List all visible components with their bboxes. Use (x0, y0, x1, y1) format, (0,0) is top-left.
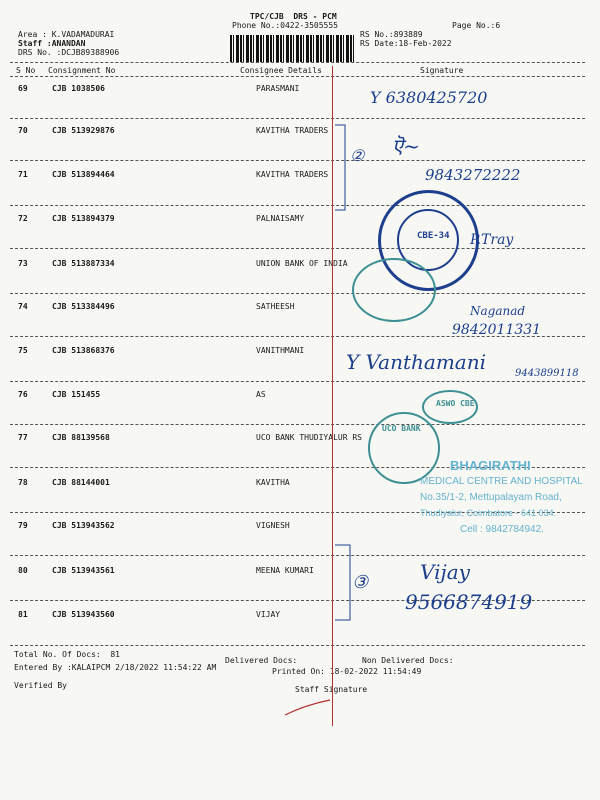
aswo-stamp-text: ASWO CBE (436, 399, 475, 408)
divider (10, 645, 585, 646)
row-sno: 76 (18, 390, 28, 399)
row-consignee: PALNAISAMY (256, 214, 305, 223)
row-consignee: MEENA KUMARI (256, 566, 314, 575)
delivered-docs: Delivered Docs: (225, 656, 298, 665)
col-consignment: Consignment No (48, 66, 116, 75)
row-sno: 80 (18, 566, 28, 575)
row-sno: 78 (18, 478, 28, 487)
handwritten-phone-74: 9842011331 (452, 322, 542, 338)
drs-number: DRS No. :DCJB89388906 (18, 48, 120, 57)
divider (10, 381, 585, 382)
document-title: TPC/CJB DRS - PCM (250, 12, 337, 21)
rs-date: RS Date:18-Feb-2022 (360, 39, 452, 48)
aswo-stamp (422, 390, 478, 424)
row-consignee: VANITHMANI (256, 346, 305, 355)
row-sno: 79 (18, 521, 28, 530)
hospital-stamp (420, 458, 600, 548)
row-consignment: CJB 513894379 (52, 214, 115, 223)
row-consignee: SATHEESH (256, 302, 295, 311)
staff-signature: Staff Signature (295, 685, 368, 694)
phone-number: Phone No.:0422-3505555 (232, 21, 338, 30)
row-consignee: KAVITHA TRADERS (256, 126, 329, 135)
row-consignee: VIGNESH (256, 521, 290, 530)
handwritten-signature-75: Y Vanthamani (346, 350, 486, 374)
divider (10, 248, 585, 249)
table-row (0, 84, 600, 94)
row-consignee: KAVITHA (256, 478, 290, 487)
row-sno: 72 (18, 214, 28, 223)
area-label: Area : K.VADAMADURAI (18, 30, 115, 39)
handwritten-name-74: Naganad (470, 304, 526, 318)
col-consignee: Consignee Details (240, 66, 322, 75)
handwritten-signature-70: ऎ‌~ (392, 134, 420, 158)
page-number: Page No.:6 (452, 21, 501, 30)
divider (10, 118, 585, 119)
row-consignee: VIJAY (256, 610, 281, 619)
red-rule (332, 66, 333, 726)
hospital-name: BHAGIRATHI (450, 458, 531, 473)
row-consignment: CJB 513943562 (52, 521, 115, 530)
divider (10, 293, 585, 294)
row-consignee: KAVITHA TRADERS (256, 170, 329, 179)
row-sno: 77 (18, 433, 28, 442)
col-signature: Signature (420, 66, 464, 75)
table-row (0, 259, 600, 269)
handwritten-mark-80: ③ (352, 572, 369, 593)
divider (10, 62, 585, 63)
row-consignment: CJB 513887334 (52, 259, 115, 268)
stamp-code: CBE-34 (417, 231, 450, 241)
row-consignment: CJB 513929876 (52, 126, 115, 135)
row-consignment: CJB 513943560 (52, 610, 115, 619)
row-sno: 81 (18, 610, 28, 619)
divider (10, 76, 585, 77)
table-row (0, 346, 600, 356)
printed-on: Printed On: 18-02-2022 11:54:49 (272, 667, 422, 676)
row-consignment: CJB 513384496 (52, 302, 115, 311)
total-docs: Total No. Of Docs: 81 (14, 650, 120, 659)
table-row (0, 566, 600, 576)
divider (10, 424, 585, 425)
row-sno: 74 (18, 302, 28, 311)
row-consignee: PARASMANI (256, 84, 300, 93)
row-consignee: AS (256, 390, 266, 399)
handwritten-name-80: Vijay (420, 560, 470, 584)
table-row (0, 126, 600, 136)
handwritten-phone-75: 9443899118 (515, 368, 579, 379)
row-consignee: UNION BANK OF INDIA (256, 259, 348, 268)
entered-by: Entered By :KALAIPCM 2/18/2022 11:54:22 AM (14, 663, 217, 672)
handwritten-phone-71: 9843272222 (425, 166, 521, 184)
handwritten-phone-69: Y 6380425720 (370, 88, 488, 107)
row-sno: 73 (18, 259, 28, 268)
row-sno: 70 (18, 126, 28, 135)
barcode-image (230, 35, 355, 62)
hospital-address-2: Thudiyalur, Coimbatore - 641 034. (420, 508, 557, 518)
handwritten-mark-70: ② (350, 146, 365, 165)
row-consignment: CJB 88139568 (52, 433, 110, 442)
staff-label: Staff :ANANDAN (18, 39, 86, 48)
row-sno: 69 (18, 84, 28, 93)
handwritten-phone-80: 9566874919 (405, 590, 533, 614)
row-consignment: CJB 1038506 (52, 84, 105, 93)
non-delivered-docs: Non Delivered Docs: (362, 656, 454, 665)
bank-stamp-73 (352, 258, 436, 322)
divider (10, 205, 585, 206)
divider (10, 555, 585, 556)
row-sno: 71 (18, 170, 28, 179)
hospital-address-1: No.35/1-2, Mettupalayam Road, (420, 492, 562, 503)
row-consignment: CJB 151455 (52, 390, 101, 399)
row-consignment: CJB 513943561 (52, 566, 115, 575)
col-sno: S No (16, 66, 36, 75)
table-row (0, 214, 600, 224)
row-consignee: UCO BANK THUDIYALUR RS (256, 433, 362, 442)
divider (10, 160, 585, 161)
hospital-phone: Cell : 9842784942. (460, 524, 544, 535)
row-consignment: CJB 513894464 (52, 170, 115, 179)
table-row (0, 433, 600, 443)
table-row (0, 390, 600, 400)
row-sno: 75 (18, 346, 28, 355)
rs-number: RS No.:893889 (360, 30, 423, 39)
hospital-subtitle: MEDICAL CENTRE AND HOSPITAL (420, 476, 583, 487)
uco-stamp-text: UCO BANK (382, 424, 421, 433)
verified-by: Verified By (14, 681, 67, 690)
handwritten-signature-72: P.Tray (470, 232, 514, 248)
row-consignment: CJB 88144001 (52, 478, 110, 487)
row-consignment: CJB 513868376 (52, 346, 115, 355)
